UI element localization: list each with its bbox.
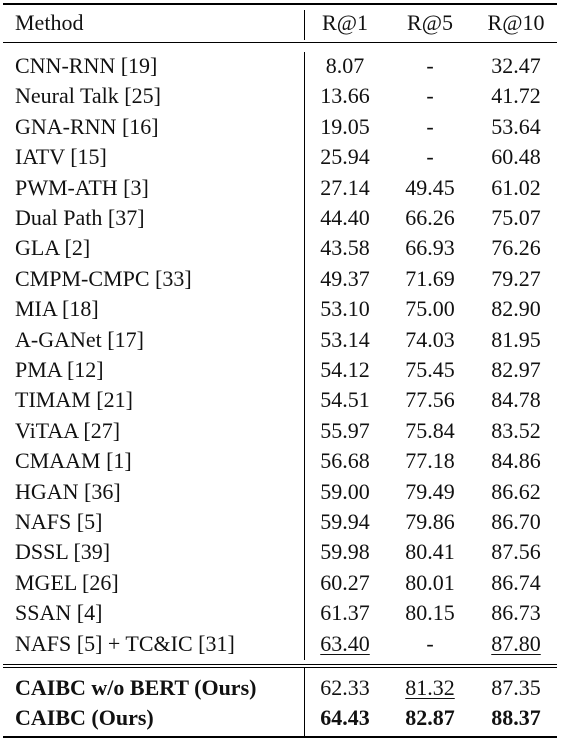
cell-method: NAFS [5] — [15, 509, 103, 534]
table-row — [0, 173, 562, 203]
cell-r1: 54.12 — [320, 357, 370, 382]
table-row — [0, 568, 562, 598]
table-row-ours — [0, 703, 562, 733]
cell-r10: 86.70 — [491, 509, 541, 534]
header-r5: R@5 — [407, 10, 453, 35]
table-row — [0, 598, 562, 628]
cell-r5: - — [426, 144, 434, 170]
cell-method: CAIBC w/o BERT (Ours) — [15, 675, 257, 700]
top-rule — [3, 3, 557, 5]
header-method: Method — [15, 10, 84, 35]
cell-r1: 64.43 — [320, 705, 370, 730]
cell-r1: 63.40 — [320, 630, 370, 656]
cell-method: GLA [2] — [15, 235, 91, 261]
cell-r10: 87.56 — [491, 539, 541, 565]
cell-r5: 66.26 — [405, 205, 455, 230]
cell-method: MIA [18] — [15, 296, 99, 322]
cell-r5: - — [426, 630, 434, 656]
table-row — [0, 537, 562, 567]
cell-r10: 84.78 — [491, 387, 541, 413]
table-row — [0, 416, 562, 446]
header-r1: R@1 — [322, 10, 368, 35]
cell-r10: 76.26 — [491, 235, 541, 261]
cell-method: HGAN [36] — [15, 478, 121, 504]
table-row — [0, 294, 562, 324]
cell-r10: 60.48 — [491, 144, 541, 170]
table-row — [0, 233, 562, 263]
cell-r10: 41.72 — [491, 83, 541, 109]
cell-r1: 53.14 — [320, 326, 370, 352]
cell-r10: 79.27 — [491, 265, 541, 291]
table-row — [0, 203, 562, 233]
cell-r5: 81.32 — [405, 675, 455, 700]
cell-r1: 19.05 — [320, 113, 370, 139]
cell-r1: 8.07 — [325, 53, 365, 78]
cell-r1: 59.00 — [320, 478, 370, 504]
cell-r5: - — [426, 83, 434, 109]
table-row — [0, 142, 562, 172]
cell-r5: - — [426, 53, 434, 78]
cell-r1: 59.94 — [320, 509, 370, 534]
cell-r5: 82.87 — [405, 705, 455, 730]
cell-method: GNA-RNN [16] — [15, 113, 159, 139]
cell-r5: 75.45 — [405, 357, 455, 382]
cell-r10: 81.95 — [491, 326, 541, 352]
cell-r5: 80.41 — [405, 539, 455, 565]
cell-r10: 53.64 — [491, 113, 541, 139]
cell-r5: 79.49 — [405, 478, 455, 504]
header-rule — [3, 42, 557, 43]
table-row — [0, 264, 562, 294]
table-row — [0, 325, 562, 355]
cell-r1: 44.40 — [320, 205, 370, 230]
ours-rule-1 — [3, 664, 557, 665]
cell-r1: 43.58 — [320, 235, 370, 261]
table-row — [0, 385, 562, 415]
ours-rule-2 — [3, 667, 557, 668]
cell-r10: 88.37 — [491, 705, 541, 730]
cell-r10: 75.07 — [491, 205, 541, 230]
cell-r1: 25.94 — [320, 144, 370, 170]
cell-r1: 59.98 — [320, 539, 370, 565]
table-row — [0, 51, 562, 81]
cell-method: MGEL [26] — [15, 569, 119, 595]
cell-r10: 83.52 — [491, 417, 541, 443]
cell-method: CNN-RNN [19] — [15, 53, 158, 78]
cell-r10: 87.80 — [491, 630, 541, 656]
header-row — [0, 8, 562, 38]
cell-r10: 32.47 — [491, 53, 541, 78]
cell-r5: 77.18 — [405, 448, 455, 474]
cell-r5: 77.56 — [405, 387, 455, 413]
cell-method: CMAAM [1] — [15, 448, 132, 474]
cell-r5: 80.01 — [405, 569, 455, 595]
cell-method: PMA [12] — [15, 357, 104, 382]
cell-r10: 82.90 — [491, 296, 541, 322]
cell-r10: 82.97 — [491, 357, 541, 382]
cell-r1: 27.14 — [320, 174, 370, 200]
cell-r10: 87.35 — [491, 675, 541, 700]
cell-r10: 84.86 — [491, 448, 541, 474]
cell-r1: 61.37 — [320, 600, 370, 626]
bottom-rule — [3, 736, 557, 738]
cell-r5: 79.86 — [405, 509, 455, 534]
cell-r1: 13.66 — [320, 83, 370, 109]
cell-r5: 80.15 — [405, 600, 455, 626]
cell-r1: 49.37 — [320, 265, 370, 291]
cell-r10: 86.62 — [491, 478, 541, 504]
cell-method: ViTAA [27] — [15, 417, 121, 443]
cell-method: SSAN [4] — [15, 600, 103, 626]
cell-r1: 60.27 — [320, 569, 370, 595]
table-row-ours — [0, 673, 562, 703]
column-separator — [304, 10, 305, 40]
cell-method: PWM-ATH [3] — [15, 174, 149, 200]
cell-r1: 55.97 — [320, 417, 370, 443]
cell-method: DSSL [39] — [15, 539, 111, 565]
cell-r5: - — [426, 113, 434, 139]
cell-method: A-GANet [17] — [15, 326, 144, 352]
table-row — [0, 446, 562, 476]
cell-r1: 56.68 — [320, 448, 370, 474]
table-row — [0, 629, 562, 659]
cell-method: Dual Path [37] — [15, 205, 145, 230]
table-row — [0, 477, 562, 507]
table-row — [0, 355, 562, 385]
cell-r1: 62.33 — [320, 675, 370, 700]
cell-r1: 54.51 — [320, 387, 370, 413]
cell-r5: 75.00 — [405, 296, 455, 322]
cell-r5: 71.69 — [405, 265, 455, 291]
cell-r5: 66.93 — [405, 235, 455, 261]
cell-method: NAFS [5] + TC&IC [31] — [15, 630, 235, 656]
cell-r5: 49.45 — [405, 174, 455, 200]
cell-r5: 74.03 — [405, 326, 455, 352]
table-row — [0, 112, 562, 142]
cell-method: CAIBC (Ours) — [15, 705, 154, 730]
table-row — [0, 507, 562, 537]
cell-method: CMPM-CMPC [33] — [15, 265, 192, 291]
cell-r10: 86.74 — [491, 569, 541, 595]
header-r10: R@10 — [487, 10, 545, 35]
cell-r10: 61.02 — [491, 174, 541, 200]
cell-r5: 75.84 — [405, 417, 455, 443]
table-row — [0, 81, 562, 111]
cell-method: TIMAM [21] — [15, 387, 133, 413]
cell-r1: 53.10 — [320, 296, 370, 322]
cell-method: IATV [15] — [15, 144, 107, 170]
cell-method: Neural Talk [25] — [15, 83, 161, 109]
cell-r10: 86.73 — [491, 600, 541, 626]
